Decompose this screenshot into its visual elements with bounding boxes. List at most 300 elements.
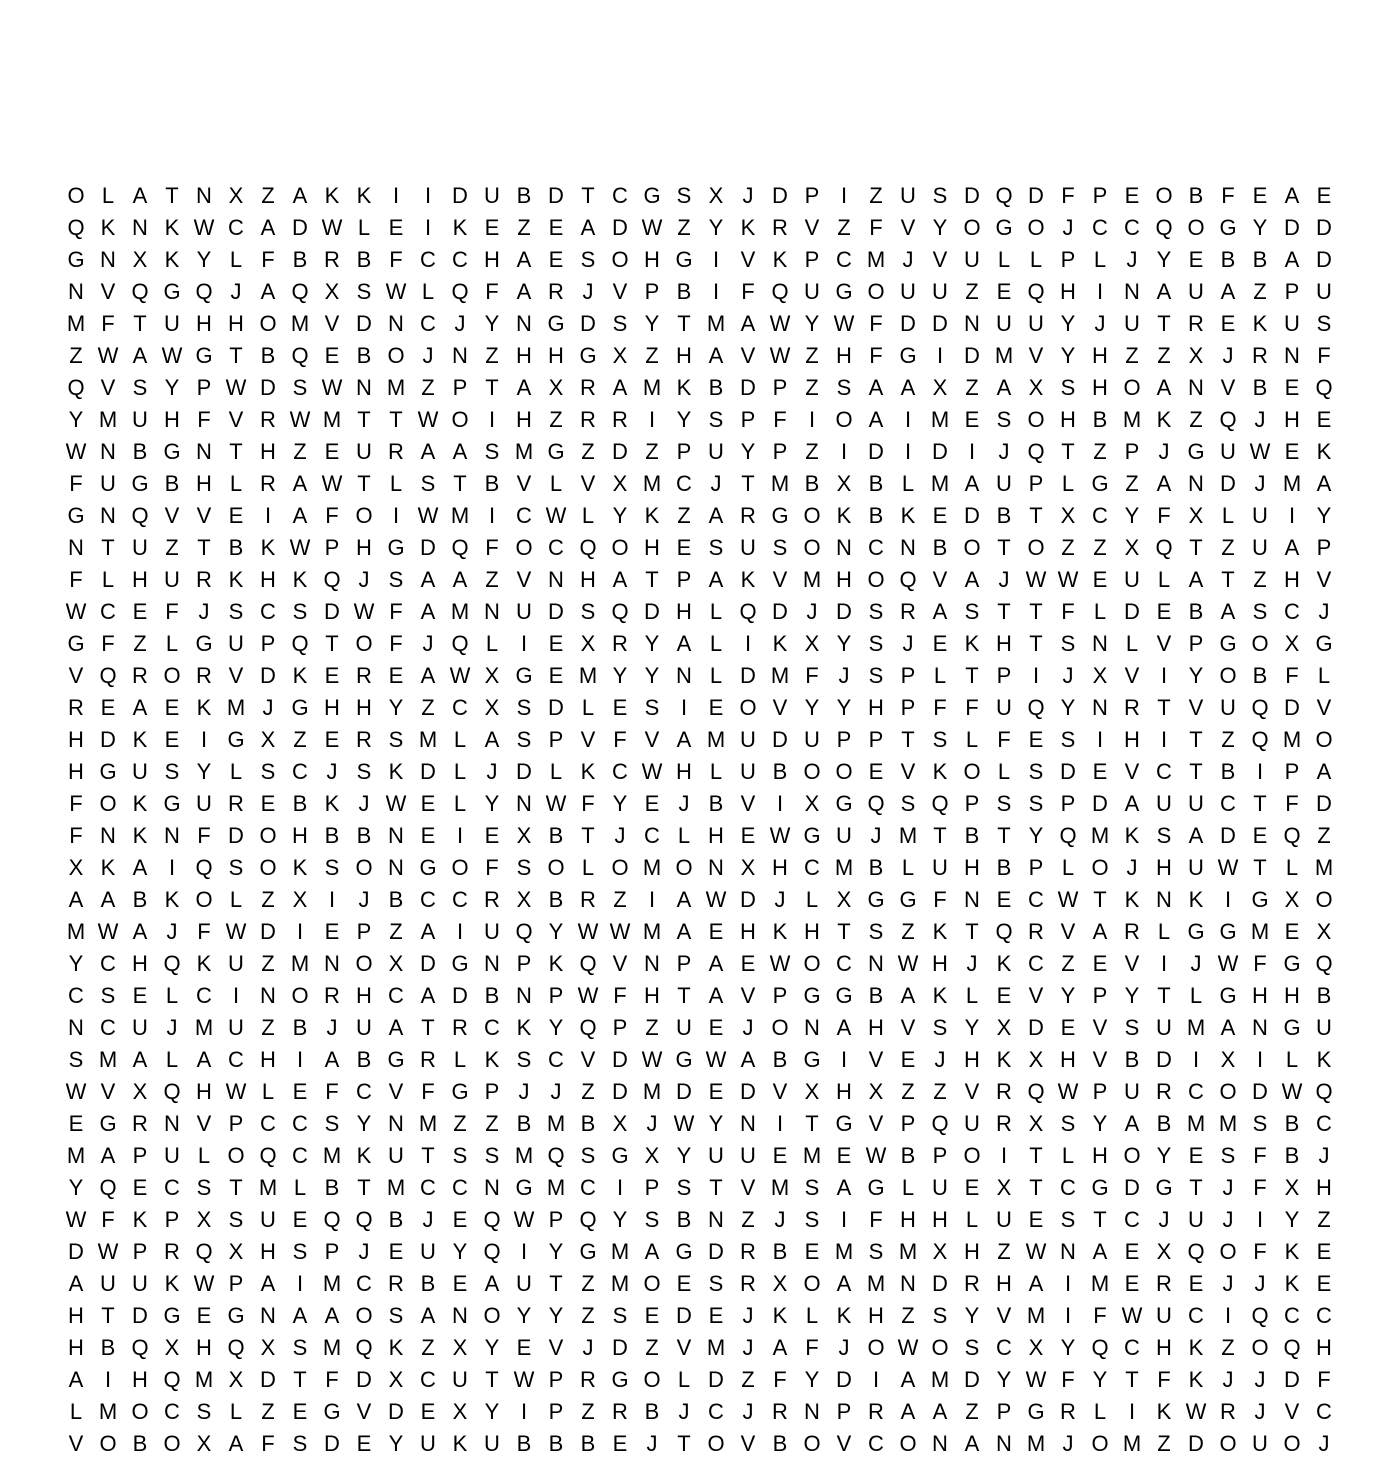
- letter-cell[interactable]: P: [1060, 247, 1076, 272]
- letter-cell[interactable]: N: [1284, 343, 1300, 368]
- letter-cell[interactable]: E: [420, 823, 436, 848]
- letter-cell[interactable]: Q: [483, 1207, 501, 1232]
- letter-cell[interactable]: F: [1253, 1143, 1267, 1168]
- letter-cell[interactable]: R: [68, 695, 84, 720]
- letter-cell[interactable]: R: [1156, 1079, 1172, 1104]
- letter-cell[interactable]: M: [66, 1143, 86, 1168]
- letter-cell[interactable]: Y: [804, 311, 820, 336]
- letter-cell[interactable]: Y: [68, 951, 84, 976]
- letter-cell[interactable]: D: [1316, 247, 1332, 272]
- letter-cell[interactable]: Q: [355, 1335, 373, 1360]
- letter-cell[interactable]: D: [1252, 1079, 1268, 1104]
- letter-cell[interactable]: I: [392, 183, 400, 208]
- letter-cell[interactable]: B: [1188, 599, 1204, 624]
- letter-cell[interactable]: K: [324, 183, 340, 208]
- letter-cell[interactable]: H: [932, 951, 948, 976]
- letter-cell[interactable]: I: [1160, 663, 1168, 688]
- letter-cell[interactable]: I: [1128, 1399, 1136, 1424]
- letter-cell[interactable]: C: [1124, 215, 1140, 240]
- letter-cell[interactable]: M: [770, 471, 790, 496]
- letter-cell[interactable]: X: [772, 1271, 788, 1296]
- letter-cell[interactable]: D: [1316, 791, 1332, 816]
- letter-cell[interactable]: U: [676, 1015, 692, 1040]
- letter-cell[interactable]: E: [164, 695, 180, 720]
- letter-cell[interactable]: G: [1219, 919, 1237, 944]
- letter-cell[interactable]: K: [1316, 1047, 1332, 1072]
- letter-cell[interactable]: L: [421, 279, 435, 304]
- letter-cell[interactable]: E: [1316, 407, 1332, 432]
- letter-cell[interactable]: S: [516, 1047, 532, 1072]
- letter-cell[interactable]: M: [322, 1143, 342, 1168]
- letter-cell[interactable]: C: [1092, 215, 1108, 240]
- letter-cell[interactable]: J: [326, 1015, 338, 1040]
- letter-cell[interactable]: S: [196, 1399, 212, 1424]
- letter-cell[interactable]: B: [548, 1431, 564, 1456]
- letter-cell[interactable]: Y: [388, 695, 404, 720]
- letter-cell[interactable]: V: [868, 1111, 884, 1136]
- letter-cell[interactable]: U: [804, 727, 820, 752]
- letter-cell[interactable]: U: [996, 1207, 1012, 1232]
- letter-cell[interactable]: D: [452, 983, 468, 1008]
- letter-cell[interactable]: D: [740, 1079, 756, 1104]
- letter-cell[interactable]: I: [936, 343, 944, 368]
- letter-cell[interactable]: C: [676, 471, 692, 496]
- letter-cell[interactable]: N: [68, 535, 84, 560]
- letter-cell[interactable]: Q: [67, 375, 85, 400]
- letter-cell[interactable]: I: [296, 919, 304, 944]
- letter-cell[interactable]: W: [673, 1111, 695, 1136]
- letter-cell[interactable]: M: [642, 471, 662, 496]
- letter-cell[interactable]: M: [418, 727, 438, 752]
- letter-cell[interactable]: T: [389, 407, 403, 432]
- letter-cell[interactable]: G: [387, 535, 405, 560]
- letter-cell[interactable]: X: [484, 663, 500, 688]
- letter-cell[interactable]: S: [388, 727, 404, 752]
- letter-cell[interactable]: O: [259, 855, 277, 880]
- letter-cell[interactable]: I: [456, 919, 464, 944]
- letter-cell[interactable]: F: [421, 1079, 435, 1104]
- letter-cell[interactable]: G: [579, 1239, 597, 1264]
- letter-cell[interactable]: S: [612, 1303, 628, 1328]
- letter-cell[interactable]: P: [132, 1143, 148, 1168]
- letter-cell[interactable]: D: [708, 1239, 724, 1264]
- letter-cell[interactable]: V: [68, 1431, 84, 1456]
- letter-cell[interactable]: H: [836, 567, 852, 592]
- letter-cell[interactable]: S: [932, 727, 948, 752]
- letter-cell[interactable]: T: [933, 823, 947, 848]
- letter-cell[interactable]: L: [549, 759, 563, 784]
- letter-cell[interactable]: V: [1284, 1399, 1300, 1424]
- letter-cell[interactable]: R: [1252, 343, 1268, 368]
- letter-cell[interactable]: S: [580, 1143, 596, 1168]
- letter-cell[interactable]: H: [68, 759, 84, 784]
- letter-cell[interactable]: D: [932, 1271, 948, 1296]
- letter-cell[interactable]: X: [132, 247, 148, 272]
- letter-cell[interactable]: Y: [964, 1015, 980, 1040]
- letter-cell[interactable]: P: [260, 631, 276, 656]
- letter-cell[interactable]: P: [772, 439, 788, 464]
- letter-cell[interactable]: W: [289, 535, 311, 560]
- letter-cell[interactable]: O: [163, 1431, 181, 1456]
- letter-cell[interactable]: B: [644, 1399, 660, 1424]
- letter-cell[interactable]: Z: [1253, 279, 1267, 304]
- letter-cell[interactable]: O: [451, 855, 469, 880]
- letter-cell[interactable]: J: [1254, 1399, 1266, 1424]
- letter-cell[interactable]: D: [356, 311, 372, 336]
- letter-cell[interactable]: B: [1252, 375, 1268, 400]
- letter-cell[interactable]: Q: [131, 279, 149, 304]
- letter-cell[interactable]: U: [1252, 1431, 1268, 1456]
- letter-cell[interactable]: A: [260, 279, 276, 304]
- letter-cell[interactable]: L: [581, 855, 595, 880]
- letter-cell[interactable]: V: [868, 1047, 884, 1072]
- letter-cell[interactable]: Q: [1315, 951, 1333, 976]
- letter-cell[interactable]: W: [577, 983, 599, 1008]
- letter-cell[interactable]: W: [769, 343, 791, 368]
- letter-cell[interactable]: K: [772, 919, 788, 944]
- letter-cell[interactable]: P: [772, 375, 788, 400]
- letter-cell[interactable]: Y: [1252, 215, 1268, 240]
- letter-cell[interactable]: C: [420, 1367, 436, 1392]
- letter-cell[interactable]: C: [420, 1175, 436, 1200]
- letter-cell[interactable]: N: [164, 1111, 180, 1136]
- letter-cell[interactable]: Z: [645, 1335, 659, 1360]
- letter-cell[interactable]: Q: [451, 279, 469, 304]
- letter-cell[interactable]: G: [1283, 1015, 1301, 1040]
- letter-cell[interactable]: P: [1092, 1079, 1108, 1104]
- letter-cell[interactable]: H: [644, 535, 660, 560]
- letter-cell[interactable]: Z: [645, 439, 659, 464]
- letter-cell[interactable]: C: [420, 311, 436, 336]
- letter-cell[interactable]: Y: [1124, 503, 1140, 528]
- letter-cell[interactable]: J: [646, 1431, 658, 1456]
- letter-cell[interactable]: U: [1316, 1015, 1332, 1040]
- letter-cell[interactable]: F: [261, 1431, 275, 1456]
- letter-cell[interactable]: I: [392, 503, 400, 528]
- letter-cell[interactable]: V: [612, 279, 628, 304]
- letter-cell[interactable]: J: [518, 1079, 530, 1104]
- letter-cell[interactable]: U: [132, 407, 148, 432]
- letter-cell[interactable]: S: [356, 759, 372, 784]
- letter-cell[interactable]: S: [996, 407, 1012, 432]
- letter-cell[interactable]: D: [740, 375, 756, 400]
- letter-cell[interactable]: Q: [1027, 439, 1045, 464]
- letter-cell[interactable]: B: [996, 503, 1012, 528]
- letter-cell[interactable]: U: [132, 535, 148, 560]
- letter-cell[interactable]: D: [1156, 1047, 1172, 1072]
- letter-cell[interactable]: A: [1220, 1015, 1236, 1040]
- letter-cell[interactable]: L: [101, 183, 115, 208]
- letter-cell[interactable]: G: [1315, 631, 1333, 656]
- letter-cell[interactable]: K: [132, 791, 148, 816]
- letter-cell[interactable]: E: [292, 1207, 308, 1232]
- letter-cell[interactable]: N: [676, 663, 692, 688]
- letter-cell[interactable]: T: [229, 1175, 243, 1200]
- letter-cell[interactable]: K: [1124, 823, 1140, 848]
- letter-cell[interactable]: Z: [549, 407, 563, 432]
- letter-cell[interactable]: V: [772, 695, 788, 720]
- letter-cell[interactable]: M: [290, 311, 310, 336]
- letter-cell[interactable]: O: [867, 567, 885, 592]
- letter-cell[interactable]: F: [325, 1367, 339, 1392]
- letter-cell[interactable]: M: [834, 1239, 854, 1264]
- letter-cell[interactable]: K: [1156, 1399, 1172, 1424]
- letter-cell[interactable]: O: [1187, 215, 1205, 240]
- letter-cell[interactable]: I: [488, 503, 496, 528]
- letter-cell[interactable]: W: [97, 919, 119, 944]
- letter-cell[interactable]: N: [1188, 471, 1204, 496]
- letter-cell[interactable]: P: [644, 279, 660, 304]
- letter-cell[interactable]: Y: [676, 407, 692, 432]
- letter-cell[interactable]: O: [515, 535, 533, 560]
- letter-cell[interactable]: N: [100, 439, 116, 464]
- letter-cell[interactable]: I: [1096, 279, 1104, 304]
- letter-cell[interactable]: E: [1092, 567, 1108, 592]
- letter-cell[interactable]: T: [965, 663, 979, 688]
- letter-cell[interactable]: D: [708, 1367, 724, 1392]
- letter-cell[interactable]: S: [164, 759, 180, 784]
- letter-cell[interactable]: E: [708, 695, 724, 720]
- letter-cell[interactable]: L: [69, 1399, 83, 1424]
- letter-cell[interactable]: P: [324, 1239, 340, 1264]
- letter-cell[interactable]: X: [388, 1367, 404, 1392]
- letter-cell[interactable]: T: [1189, 727, 1203, 752]
- letter-cell[interactable]: Y: [644, 663, 660, 688]
- letter-cell[interactable]: L: [485, 631, 499, 656]
- letter-cell[interactable]: N: [1156, 887, 1172, 912]
- letter-cell[interactable]: F: [69, 791, 83, 816]
- letter-cell[interactable]: K: [484, 1047, 500, 1072]
- letter-cell[interactable]: T: [1253, 791, 1267, 816]
- letter-cell[interactable]: S: [228, 599, 244, 624]
- letter-cell[interactable]: M: [290, 951, 310, 976]
- letter-cell[interactable]: D: [100, 727, 116, 752]
- letter-cell[interactable]: N: [1060, 1239, 1076, 1264]
- letter-cell[interactable]: E: [1188, 247, 1204, 272]
- letter-cell[interactable]: V: [196, 1111, 212, 1136]
- letter-cell[interactable]: I: [232, 983, 240, 1008]
- letter-cell[interactable]: F: [325, 1079, 339, 1104]
- letter-cell[interactable]: E: [1252, 183, 1268, 208]
- letter-cell[interactable]: B: [772, 1431, 788, 1456]
- letter-cell[interactable]: R: [580, 1367, 596, 1392]
- letter-cell[interactable]: B: [356, 823, 372, 848]
- letter-cell[interactable]: A: [836, 1015, 852, 1040]
- letter-cell[interactable]: F: [1253, 1175, 1267, 1200]
- letter-cell[interactable]: P: [612, 1015, 628, 1040]
- letter-cell[interactable]: G: [803, 983, 821, 1008]
- letter-cell[interactable]: J: [742, 1015, 754, 1040]
- letter-cell[interactable]: N: [516, 983, 532, 1008]
- letter-cell[interactable]: Q: [163, 951, 181, 976]
- letter-cell[interactable]: R: [740, 1271, 756, 1296]
- letter-cell[interactable]: X: [548, 375, 564, 400]
- letter-cell[interactable]: D: [740, 663, 756, 688]
- letter-cell[interactable]: J: [774, 1207, 786, 1232]
- letter-cell[interactable]: C: [836, 247, 852, 272]
- letter-cell[interactable]: S: [868, 599, 884, 624]
- letter-cell[interactable]: I: [904, 407, 912, 432]
- letter-cell[interactable]: I: [616, 1175, 624, 1200]
- letter-cell[interactable]: T: [709, 1175, 723, 1200]
- letter-cell[interactable]: P: [356, 919, 372, 944]
- letter-cell[interactable]: Y: [740, 439, 756, 464]
- letter-cell[interactable]: O: [963, 535, 981, 560]
- letter-cell[interactable]: V: [228, 407, 244, 432]
- letter-cell[interactable]: R: [1156, 1271, 1172, 1296]
- letter-cell[interactable]: Y: [612, 663, 628, 688]
- letter-cell[interactable]: Q: [451, 631, 469, 656]
- letter-cell[interactable]: M: [802, 567, 822, 592]
- letter-cell[interactable]: V: [740, 247, 756, 272]
- letter-cell[interactable]: S: [996, 791, 1012, 816]
- letter-cell[interactable]: U: [132, 1015, 148, 1040]
- letter-cell[interactable]: S: [260, 759, 276, 784]
- letter-cell[interactable]: A: [516, 375, 532, 400]
- letter-cell[interactable]: E: [996, 887, 1012, 912]
- letter-cell[interactable]: G: [611, 1143, 629, 1168]
- letter-cell[interactable]: Z: [677, 215, 691, 240]
- letter-cell[interactable]: W: [449, 663, 471, 688]
- letter-cell[interactable]: U: [964, 1111, 980, 1136]
- letter-cell[interactable]: O: [1027, 535, 1045, 560]
- letter-cell[interactable]: E: [644, 1303, 660, 1328]
- letter-cell[interactable]: X: [804, 1079, 820, 1104]
- letter-cell[interactable]: E: [676, 1271, 692, 1296]
- letter-cell[interactable]: V: [644, 727, 660, 752]
- letter-cell[interactable]: S: [292, 1239, 308, 1264]
- letter-cell[interactable]: Y: [836, 695, 852, 720]
- letter-cell[interactable]: R: [548, 279, 564, 304]
- letter-cell[interactable]: Q: [259, 1143, 277, 1168]
- letter-cell[interactable]: B: [1156, 1111, 1172, 1136]
- letter-cell[interactable]: J: [422, 343, 434, 368]
- letter-cell[interactable]: V: [324, 311, 340, 336]
- letter-cell[interactable]: A: [1220, 599, 1236, 624]
- letter-cell[interactable]: H: [68, 1303, 84, 1328]
- letter-cell[interactable]: Y: [1028, 823, 1044, 848]
- letter-cell[interactable]: M: [1026, 1431, 1046, 1456]
- letter-cell[interactable]: Z: [965, 279, 979, 304]
- letter-cell[interactable]: Z: [741, 1207, 755, 1232]
- letter-cell[interactable]: P: [996, 663, 1012, 688]
- letter-cell[interactable]: I: [1256, 759, 1264, 784]
- letter-cell[interactable]: L: [101, 567, 115, 592]
- letter-cell[interactable]: I: [1064, 1271, 1072, 1296]
- letter-cell[interactable]: B: [292, 791, 308, 816]
- letter-cell[interactable]: U: [740, 535, 756, 560]
- letter-cell[interactable]: E: [1092, 759, 1108, 784]
- letter-cell[interactable]: S: [1060, 631, 1076, 656]
- letter-cell[interactable]: J: [774, 887, 786, 912]
- letter-cell[interactable]: I: [328, 887, 336, 912]
- letter-cell[interactable]: F: [325, 503, 339, 528]
- letter-cell[interactable]: Y: [164, 375, 180, 400]
- letter-cell[interactable]: L: [1061, 1143, 1075, 1168]
- letter-cell[interactable]: S: [228, 1207, 244, 1232]
- letter-cell[interactable]: X: [228, 1367, 244, 1392]
- letter-cell[interactable]: S: [1060, 1111, 1076, 1136]
- letter-cell[interactable]: A: [420, 567, 436, 592]
- letter-cell[interactable]: Y: [548, 1239, 564, 1264]
- letter-cell[interactable]: D: [580, 311, 596, 336]
- letter-cell[interactable]: J: [1222, 1175, 1234, 1200]
- letter-cell[interactable]: A: [68, 1271, 84, 1296]
- letter-cell[interactable]: E: [420, 1399, 436, 1424]
- letter-cell[interactable]: K: [452, 215, 468, 240]
- letter-cell[interactable]: M: [866, 1271, 886, 1296]
- letter-cell[interactable]: Q: [163, 1367, 181, 1392]
- letter-cell[interactable]: F: [1157, 503, 1171, 528]
- letter-cell[interactable]: N: [516, 311, 532, 336]
- letter-cell[interactable]: L: [1157, 567, 1171, 592]
- letter-cell[interactable]: C: [1284, 1303, 1300, 1328]
- letter-cell[interactable]: H: [708, 823, 724, 848]
- letter-cell[interactable]: M: [258, 1175, 278, 1200]
- letter-cell[interactable]: K: [132, 727, 148, 752]
- letter-cell[interactable]: B: [708, 791, 724, 816]
- letter-cell[interactable]: L: [165, 983, 179, 1008]
- letter-cell[interactable]: H: [868, 1303, 884, 1328]
- letter-cell[interactable]: T: [101, 535, 115, 560]
- letter-cell[interactable]: W: [97, 343, 119, 368]
- letter-cell[interactable]: H: [964, 855, 980, 880]
- letter-cell[interactable]: B: [900, 1143, 916, 1168]
- letter-cell[interactable]: K: [1156, 407, 1172, 432]
- letter-cell[interactable]: A: [1316, 759, 1332, 784]
- letter-cell[interactable]: E: [804, 1239, 820, 1264]
- letter-cell[interactable]: I: [680, 695, 688, 720]
- letter-cell[interactable]: M: [642, 1079, 662, 1104]
- letter-cell[interactable]: R: [868, 1399, 884, 1424]
- letter-cell[interactable]: U: [1124, 567, 1140, 592]
- letter-cell[interactable]: B: [708, 375, 724, 400]
- letter-cell[interactable]: N: [68, 279, 84, 304]
- letter-cell[interactable]: F: [869, 1207, 883, 1232]
- letter-cell[interactable]: O: [1283, 1431, 1301, 1456]
- letter-cell[interactable]: I: [648, 887, 656, 912]
- letter-cell[interactable]: E: [260, 791, 276, 816]
- letter-cell[interactable]: Z: [1189, 407, 1203, 432]
- letter-cell[interactable]: A: [420, 983, 436, 1008]
- letter-cell[interactable]: G: [195, 343, 213, 368]
- letter-cell[interactable]: Y: [548, 1015, 564, 1040]
- letter-cell[interactable]: M: [450, 503, 470, 528]
- letter-cell[interactable]: O: [131, 1399, 149, 1424]
- letter-cell[interactable]: G: [163, 279, 181, 304]
- letter-cell[interactable]: E: [324, 343, 340, 368]
- letter-cell[interactable]: X: [292, 887, 308, 912]
- letter-cell[interactable]: Z: [389, 919, 403, 944]
- letter-cell[interactable]: D: [964, 503, 980, 528]
- letter-cell[interactable]: A: [996, 375, 1012, 400]
- letter-cell[interactable]: H: [1284, 983, 1300, 1008]
- letter-cell[interactable]: J: [422, 1207, 434, 1232]
- letter-cell[interactable]: R: [612, 1399, 628, 1424]
- letter-cell[interactable]: Q: [579, 535, 597, 560]
- letter-cell[interactable]: J: [1222, 1207, 1234, 1232]
- letter-cell[interactable]: Y: [1156, 247, 1172, 272]
- letter-cell[interactable]: V: [580, 727, 596, 752]
- letter-cell[interactable]: S: [708, 1271, 724, 1296]
- letter-cell[interactable]: H: [1252, 983, 1268, 1008]
- letter-cell[interactable]: M: [98, 1047, 118, 1072]
- letter-cell[interactable]: G: [451, 951, 469, 976]
- letter-cell[interactable]: I: [904, 439, 912, 464]
- letter-cell[interactable]: L: [677, 823, 691, 848]
- letter-cell[interactable]: J: [198, 599, 210, 624]
- letter-cell[interactable]: N: [836, 535, 852, 560]
